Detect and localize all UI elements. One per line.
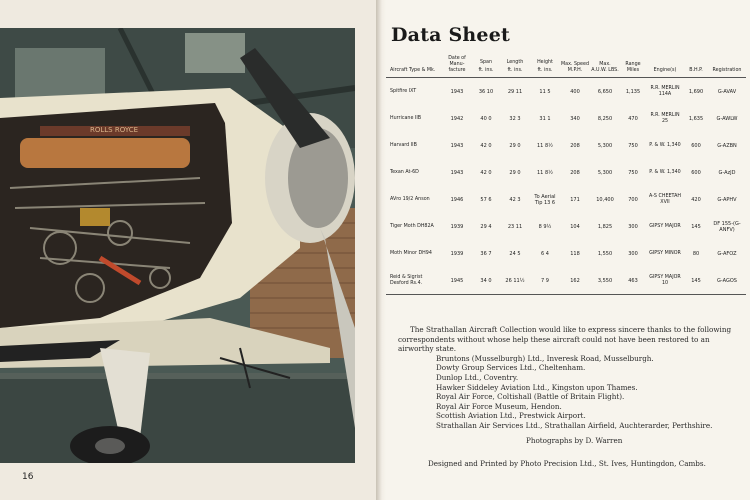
- column-header-label: B.H.P.: [689, 68, 703, 73]
- table-cell-reg: G-AWLW: [716, 115, 738, 122]
- table-cell-engine: P. & W. 1,340: [649, 142, 681, 148]
- column-header: [708, 56, 746, 78]
- table-cell-bhp: 600: [691, 169, 701, 176]
- table-row: [386, 78, 746, 106]
- table-cell-auw: 8,250: [597, 115, 613, 122]
- table-cell-type: Hurricane IIB: [390, 115, 422, 121]
- column-header-units: ft. ins.: [478, 68, 494, 73]
- column-header: [684, 56, 708, 78]
- table-cell-length: 42 3: [509, 196, 521, 203]
- table-cell-range: 300: [628, 250, 638, 257]
- table-row: [386, 132, 746, 159]
- table-cell-height: To Aerial Tip 13 6: [534, 193, 556, 206]
- table-cell-type: Tiger Moth DH82A: [390, 223, 434, 229]
- column-header: [590, 56, 620, 78]
- table-row: [386, 267, 746, 295]
- column-header-label: Length: [506, 60, 524, 65]
- table-cell-span: 42 0: [480, 169, 492, 176]
- table-cell-height: 6 4: [541, 250, 549, 257]
- table-cell-engine: GIPSY MINOR: [649, 250, 681, 256]
- contributor-item: Hawker Siddeley Aviation Ltd., Kingston upon Thames.: [436, 382, 638, 392]
- column-header-label: Height: [537, 60, 553, 65]
- table-cell-length: 26 11½: [500, 267, 530, 295]
- right-page: [386, 0, 750, 500]
- column-header-label: Engine(s): [653, 68, 677, 73]
- table-cell-type: Spitfire IXT: [390, 88, 417, 94]
- printer-credit: Designed and Printed by Photo Precision Ltd., St. Ives, Huntingdon, Cambs.: [428, 459, 706, 468]
- table-cell-height: 7 9: [530, 267, 560, 295]
- table-cell-engine: GIPSY MAJOR 10: [646, 267, 684, 295]
- contributor-item: Royal Air Force Museum, Hendon.: [436, 401, 562, 411]
- aircraft-engine-photo: [0, 28, 355, 463]
- table-cell-range: 470: [628, 115, 638, 122]
- table-cell-speed: 208: [570, 142, 580, 149]
- table-cell-reg: G-AGOS: [708, 267, 746, 295]
- column-header: [620, 56, 646, 78]
- table-cell-range: 463: [620, 267, 646, 295]
- table-cell-length: 29 0: [509, 169, 521, 176]
- table-cell-date: 1942: [450, 115, 464, 122]
- aircraft-data-table: [386, 56, 746, 295]
- table-cell-reg: G-AFOZ: [717, 250, 737, 257]
- table-cell-reg: DF 155-(G-ANFV): [713, 220, 741, 233]
- table-cell-bhp: 420: [691, 196, 701, 203]
- contributor-item: Bruntons (Musselburgh) Ltd., Inveresk Road, Musselburgh.: [436, 353, 654, 363]
- table-cell-span: 36 7: [480, 250, 492, 257]
- column-header: [442, 56, 472, 78]
- table-cell-bhp: 80: [692, 250, 700, 257]
- table-cell-bhp: 1,690: [688, 88, 704, 95]
- contributor-list: [436, 354, 744, 431]
- table-cell-engine: P. & W. 1,340: [649, 169, 681, 175]
- table-cell-engine: R.R. MERLIN 25: [650, 112, 680, 124]
- table-cell-auw: 10,400: [596, 196, 614, 203]
- table-row: [386, 213, 746, 240]
- table-cell-type: Reid & Sigrist Desford Rs.4.: [386, 267, 442, 295]
- table-cell-type: AVro 19/2 Anson: [390, 196, 430, 202]
- column-header: [646, 56, 684, 78]
- contributor-item: Dowty Group Services Ltd., Cheltenham.: [436, 363, 586, 373]
- contributor-item: Dunlop Ltd., Coventry.: [436, 372, 519, 382]
- column-header-label: Range Miles: [625, 62, 641, 73]
- acknowledgements: [398, 325, 744, 431]
- table-cell-range: 1,135: [625, 88, 641, 95]
- table-row: [386, 159, 746, 186]
- table-row: [386, 105, 746, 132]
- column-header-label: Max. Speed M.P.H.: [561, 62, 590, 73]
- book-gutter: [376, 0, 386, 500]
- table-cell-reg: G-AVAV: [717, 88, 737, 95]
- table-cell-length: 29 11: [507, 88, 523, 95]
- table-cell-reg: G-AZBN: [717, 142, 737, 149]
- column-header-label: Registration: [712, 68, 742, 73]
- table-cell-auw: 6,650: [597, 88, 613, 95]
- table-cell-reg: G-AzJD: [718, 169, 736, 176]
- column-header-units: ft. ins.: [537, 68, 553, 73]
- table-cell-range: 750: [628, 142, 638, 149]
- table-cell-range: 750: [628, 169, 638, 176]
- table-cell-height: 11 8½: [537, 169, 553, 176]
- column-header: [560, 56, 590, 78]
- table-cell-height: 8 9½: [538, 223, 552, 230]
- table-cell-type: Harvard IIB: [390, 142, 417, 148]
- column-header: [386, 56, 442, 78]
- table-cell-speed: 118: [570, 250, 580, 257]
- column-header-label: Span: [479, 60, 493, 65]
- table-cell-length: 32 3: [509, 115, 521, 122]
- table-cell-engine: A-S CHEETAH XVII: [649, 193, 681, 205]
- contributor-item: Strathallan Air Services Ltd., Strathallan Airfield, Auchterarder, Perthshire.: [436, 420, 713, 430]
- column-header-units: ft. ins.: [507, 68, 523, 73]
- table-cell-span: 36 10: [478, 88, 494, 95]
- table-body: [386, 78, 746, 295]
- thanks-intro: The Strathallan Aircraft Collection would like to express sincere thanks to the following correspondents without whose help these aircraft could not have been restored to an airworthy state.: [398, 325, 732, 354]
- table-cell-height: 11 8½: [537, 142, 553, 149]
- table-row: [386, 186, 746, 213]
- photographs-credit: Photographs by D. Warren: [526, 436, 623, 445]
- table-cell-height: 31 1: [539, 115, 551, 122]
- table-cell-speed: 208: [570, 169, 580, 176]
- table-cell-type: Moth Minor DH94: [390, 250, 432, 256]
- table-cell-auw: 1,825: [597, 223, 613, 230]
- table-cell-length: 29 0: [509, 142, 521, 149]
- table-cell-date: 1945: [442, 267, 472, 295]
- column-header-label: Max. A.U.W. LBS.: [591, 62, 619, 73]
- table-cell-date: 1943: [450, 142, 464, 149]
- table-cell-span: 29 4: [480, 223, 492, 230]
- column-header: [530, 56, 560, 78]
- table-cell-speed: 400: [570, 88, 580, 95]
- data-table-container: [386, 56, 750, 295]
- table-cell-speed: 162: [560, 267, 590, 295]
- column-header-label: Aircraft Type & Mk.: [390, 68, 436, 73]
- table-cell-range: 700: [628, 196, 638, 203]
- table-cell-auw: 1,550: [597, 250, 613, 257]
- table-cell-date: 1943: [450, 169, 464, 176]
- table-cell-height: 11 5: [539, 88, 551, 95]
- table-cell-span: 42 0: [480, 142, 492, 149]
- table-cell-auw: 5,300: [597, 169, 613, 176]
- table-cell-date: 1946: [450, 196, 464, 203]
- table-cell-bhp: 1,635: [688, 115, 704, 122]
- table-cell-type: Texan At-6D: [390, 169, 419, 175]
- table-cell-speed: 171: [570, 196, 580, 203]
- table-cell-bhp: 600: [691, 142, 701, 149]
- table-cell-span: 40 0: [480, 115, 492, 122]
- table-cell-bhp: 145: [691, 223, 701, 230]
- table-cell-span: 57 6: [480, 196, 492, 203]
- table-cell-range: 300: [628, 223, 638, 230]
- table-cell-engine: R.R. MERLIN 114A: [650, 85, 680, 97]
- page-title: Data Sheet: [391, 24, 510, 46]
- column-header: [500, 56, 530, 78]
- column-header: [472, 56, 500, 78]
- table-header-row: [386, 56, 746, 78]
- table-cell-engine: GIPSY MAJOR: [649, 223, 681, 229]
- contributor-item: Royal Air Force, Coltishall (Battle of Britain Flight).: [436, 392, 625, 402]
- table-cell-date: 1943: [450, 88, 464, 95]
- table-cell-date: 1939: [450, 223, 464, 230]
- table-cell-reg: G-APHV: [717, 196, 737, 203]
- table-cell-speed: 104: [570, 223, 580, 230]
- engine-cover-text: ROLLS ROYCE: [90, 126, 139, 134]
- table-cell-length: 23 11: [507, 223, 523, 230]
- table-cell-span: 34 0: [472, 267, 500, 295]
- table-cell-speed: 340: [570, 115, 580, 122]
- table-cell-auw: 3,550: [590, 267, 620, 295]
- contributor-item: Scottish Aviation Ltd., Prestwick Airport.: [436, 411, 586, 421]
- column-header-label: Date of Manu-facture: [448, 56, 466, 73]
- table-cell-date: 1939: [450, 250, 464, 257]
- page-number: 16: [22, 472, 34, 482]
- table-row: [386, 240, 746, 267]
- table-cell-auw: 5,300: [597, 142, 613, 149]
- table-cell-length: 24 5: [509, 250, 521, 257]
- table-cell-bhp: 145: [684, 267, 708, 295]
